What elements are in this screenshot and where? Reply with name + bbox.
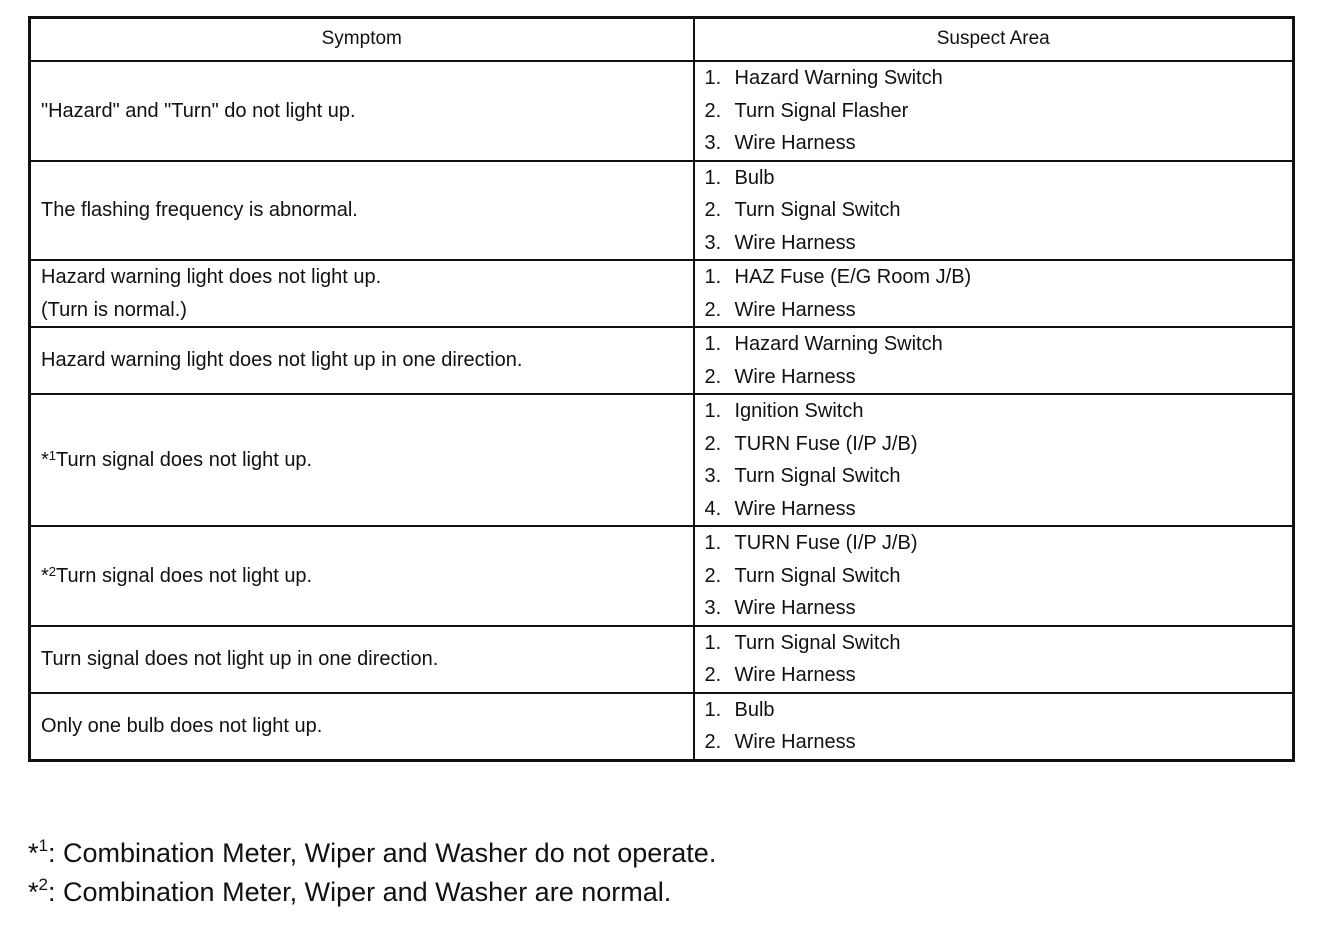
suspect-number: 1. <box>704 67 722 89</box>
suspect-text: Hazard Warning Switch <box>734 67 943 89</box>
table-row <box>30 61 1294 161</box>
footnote-asterisk: * <box>28 877 39 907</box>
suspect-number: 2. <box>704 432 722 455</box>
suspect-item <box>705 493 1283 526</box>
troubleshooting-table <box>28 16 1295 762</box>
suspect-number: 2. <box>704 365 722 388</box>
suspect-number: 2. <box>704 664 722 686</box>
suspect-item <box>705 659 1283 692</box>
suspect-item <box>705 261 1283 294</box>
symptom-text: Only one bulb does not light up. <box>41 714 323 737</box>
suspect-area-cell <box>694 260 1294 327</box>
suspect-number: 1. <box>704 631 722 654</box>
suspect-text: Wire Harness <box>734 597 856 619</box>
table-row <box>30 526 1294 626</box>
footnote-marker: 1 <box>48 447 57 463</box>
suspect-item <box>705 460 1283 493</box>
suspect-item <box>705 428 1283 461</box>
header-row <box>30 18 1294 62</box>
suspect-item <box>705 361 1283 394</box>
suspect-item <box>705 560 1283 593</box>
symptom-cell <box>30 327 694 394</box>
symptom-cell <box>30 394 694 526</box>
symptom-line <box>41 344 683 377</box>
header-suspect-area: Suspect Area <box>694 18 1294 62</box>
suspect-text: HAZ Fuse (E/G Room J/B) <box>734 266 972 288</box>
symptom-line <box>41 560 683 593</box>
suspect-text: Wire Harness <box>734 497 856 520</box>
suspect-text: Ignition Switch <box>734 400 864 422</box>
suspect-area-cell <box>694 526 1294 626</box>
symptom-text: Turn signal does not light up. <box>56 448 313 471</box>
footnote-asterisk: * <box>28 838 39 868</box>
footnote-2 <box>28 873 716 912</box>
footnote-marker: 1 <box>38 836 48 855</box>
symptom-cell <box>30 161 694 261</box>
symptom-cell <box>30 693 694 761</box>
table-body <box>30 61 1294 760</box>
suspect-number: 1. <box>704 333 722 355</box>
suspect-item <box>705 127 1283 160</box>
symptom-cell <box>30 260 694 327</box>
symptom-text: Hazard warning light does not light up. <box>41 266 382 288</box>
suspect-area-cell <box>694 394 1294 526</box>
suspect-number: 2. <box>704 731 722 753</box>
footnote-asterisk: * <box>41 448 49 471</box>
footnote-marker: 2 <box>48 563 57 579</box>
suspect-number: 2. <box>704 298 722 321</box>
suspect-area-cell <box>694 61 1294 161</box>
footnote-asterisk: * <box>41 564 49 587</box>
suspect-number: 3. <box>704 132 722 154</box>
suspect-number: 2. <box>704 564 722 587</box>
symptom-line <box>41 643 683 676</box>
symptom-line <box>41 194 683 227</box>
symptom-text: Hazard warning light does not light up in one direction. <box>41 349 523 372</box>
suspect-item <box>705 62 1283 95</box>
suspect-number: 3. <box>704 231 722 254</box>
footnote-text: : Combination Meter, Wiper and Washer are normal. <box>47 877 672 907</box>
table-row <box>30 693 1294 761</box>
table-row <box>30 394 1294 526</box>
suspect-text: Wire Harness <box>734 365 856 388</box>
suspect-item <box>705 194 1283 227</box>
suspect-area-cell <box>694 327 1294 394</box>
footnotes <box>28 834 716 912</box>
suspect-item <box>705 395 1283 428</box>
header-symptom: Symptom <box>30 18 694 62</box>
suspect-area-cell <box>694 693 1294 761</box>
symptom-text: (Turn is normal.) <box>41 298 187 321</box>
symptom-line <box>41 95 683 128</box>
footnote-1 <box>28 834 716 873</box>
suspect-number: 2. <box>704 99 722 122</box>
suspect-number: 3. <box>704 465 722 487</box>
suspect-text: Turn Signal Switch <box>734 199 901 221</box>
suspect-number: 1. <box>704 266 722 288</box>
suspect-item <box>705 162 1283 195</box>
symptom-cell <box>30 61 694 161</box>
symptom-line <box>41 444 683 477</box>
suspect-text: Wire Harness <box>734 731 856 753</box>
table-row <box>30 626 1294 693</box>
table-row <box>30 260 1294 327</box>
symptom-line <box>41 261 683 294</box>
suspect-item <box>705 227 1283 260</box>
suspect-text: Hazard Warning Switch <box>734 333 943 355</box>
symptom-text: Turn signal does not light up. <box>56 564 313 587</box>
suspect-number: 2. <box>704 199 722 221</box>
symptom-cell <box>30 526 694 626</box>
suspect-item <box>705 592 1283 625</box>
suspect-item <box>705 726 1283 759</box>
suspect-text: Wire Harness <box>734 231 856 254</box>
suspect-area-cell <box>694 161 1294 261</box>
suspect-text: Wire Harness <box>734 132 856 154</box>
suspect-text: TURN Fuse (I/P J/B) <box>734 532 918 554</box>
suspect-number: 1. <box>704 698 722 721</box>
suspect-item <box>705 95 1283 128</box>
suspect-text: Turn Signal Switch <box>734 631 901 654</box>
suspect-number: 1. <box>704 532 722 554</box>
symptom-line <box>41 294 683 327</box>
suspect-area-cell <box>694 626 1294 693</box>
suspect-text: Turn Signal Flasher <box>734 99 909 122</box>
suspect-item <box>705 627 1283 660</box>
table-row <box>30 327 1294 394</box>
symptom-text: Turn signal does not light up in one direction. <box>41 647 439 670</box>
suspect-text: Turn Signal Switch <box>734 465 901 487</box>
suspect-number: 1. <box>704 166 722 189</box>
symptom-text: The flashing frequency is abnormal. <box>41 199 358 221</box>
footnote-text: : Combination Meter, Wiper and Washer do not operate. <box>47 838 717 868</box>
symptom-cell <box>30 626 694 693</box>
suspect-number: 1. <box>704 400 722 422</box>
suspect-text: Bulb <box>734 698 775 721</box>
suspect-item <box>705 694 1283 727</box>
suspect-text: Turn Signal Switch <box>734 564 901 587</box>
suspect-item <box>705 328 1283 361</box>
suspect-number: 3. <box>704 597 722 619</box>
suspect-item <box>705 294 1283 327</box>
symptom-text: "Hazard" and "Turn" do not light up. <box>41 99 356 122</box>
suspect-item <box>705 527 1283 560</box>
suspect-text: Wire Harness <box>734 298 856 321</box>
footnote-marker: 2 <box>38 875 48 894</box>
suspect-number: 4. <box>704 497 722 520</box>
table-row <box>30 161 1294 261</box>
suspect-text: Bulb <box>734 166 775 189</box>
suspect-text: Wire Harness <box>734 664 856 686</box>
symptom-line <box>41 710 683 743</box>
suspect-text: TURN Fuse (I/P J/B) <box>734 432 918 455</box>
